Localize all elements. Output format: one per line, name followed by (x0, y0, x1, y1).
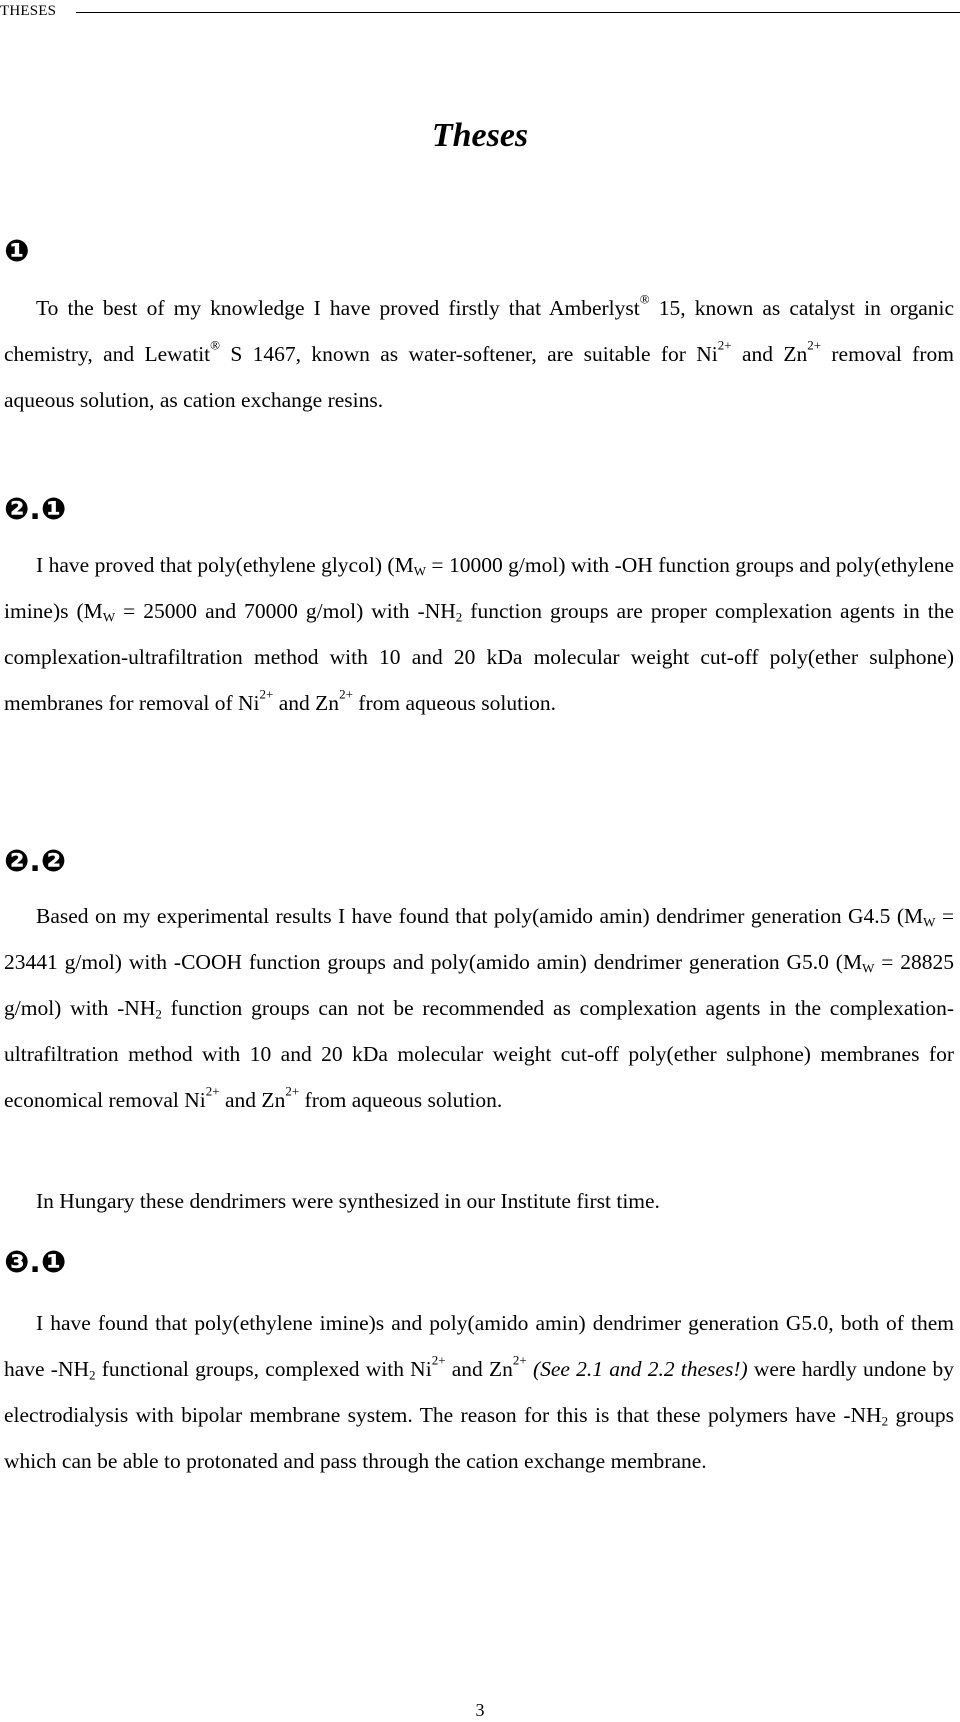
thesis-number-3-1: ❸.❶ (4, 1245, 67, 1280)
thesis-2-2-text: Based on my experimental results I have found that poly(amido amin) dendrimer generation G4.5 ($M_W = 23441$ g/mol) with -COOH function groups and poly(amido amin) dendrimer generation G5.0 ($M_W = 28825$ g/mol) with $-NH_2$ function groups can not be recommended as complexation agents in the complexation-ultrafiltration method with 10 and 20 kDa molecular weight cut-off poly(ether sulphone) membranes for economical removal $Ni^{2+}$ and $Zn^{2+}$ from aqueous solution. (4, 904, 954, 1112)
thesis-3-1-text: I have found that poly(ethylene imine)s and poly(amido amin) dendrimer generation G5.0, both of them have $-NH_2$ functional groups, complexed with $Ni^{2+}$ and $Zn^{2+}$ (See 2.1 and 2.2 theses!) were hardly undone by electrodialysis with bipolar membrane system. The reason for this is that these polymers have $-NH_2$ groups which can be able to protonated and pass through the cation exchange membrane. (4, 1311, 954, 1473)
thesis-number-2-2: ❷.❷ (4, 844, 67, 879)
header-label: THESES (0, 3, 57, 19)
page-number: 3 (475, 1700, 485, 1720)
thesis-2-2-note: In Hungary these dendrimers were synthesized in our Institute first time. (36, 1189, 660, 1213)
thesis-2-1-text: I have proved that poly(ethylene glycol) ($M_W = 10000$ g/mol) with -OH function groups and poly(ethylene imine)s ($M_W = 25000$ and 70000 g/mol) with $-NH_2$ function groups are proper complexation agents in the complexation-ultrafiltration method with 10 and 20 kDa molecular weight cut-off poly(ether sulphone) membranes for removal of $Ni^{2+}$ and $Zn^{2+}$ from aqueous solution. (4, 553, 954, 715)
thesis-number-2-1: ❷.❶ (4, 492, 67, 527)
page-title: Theses (431, 117, 529, 154)
thesis-1-text: To the best of my knowledge I have proved firstly that Amberlyst® 15, known as catalyst in organic chemistry, and Lewatit® S 1467, known as water-softener, are suitable for $Ni^{2+}$ and $Zn^{2+}$ removal from aqueous solution, as cation exchange resins. (4, 291, 955, 412)
header-rule (76, 12, 960, 13)
thesis-number-1: ❶ (4, 234, 30, 269)
running-header (0, 2, 960, 22)
